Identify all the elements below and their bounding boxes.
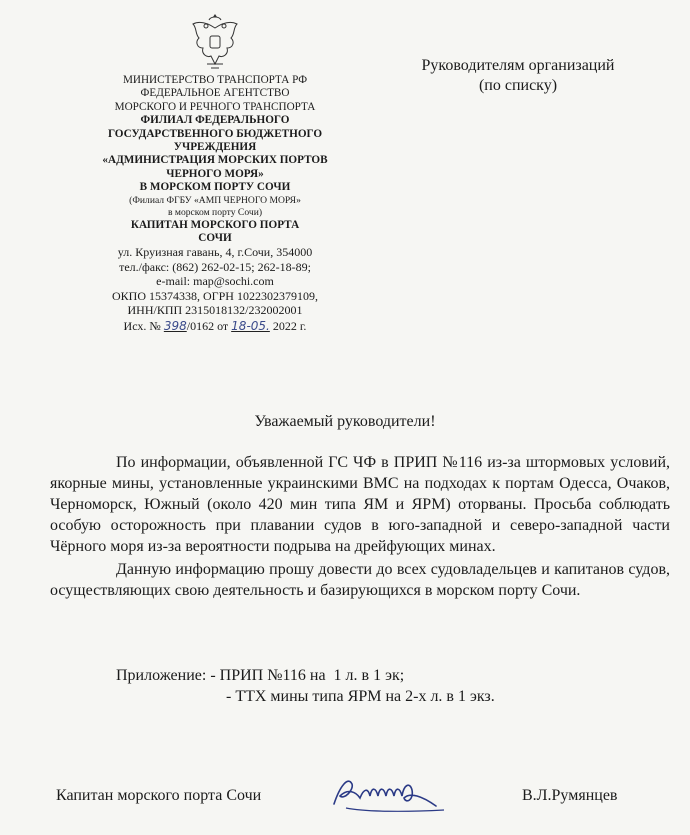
email-line: e-mail: map@sochi.com (156, 274, 274, 289)
salutation: Уважаемый руководители! (254, 413, 436, 430)
phone-line: тел./факс: (862) 262-02-15; 262-18-89; (119, 259, 311, 274)
outgoing-date-handwritten: 18-05. (231, 318, 270, 333)
address-line: ул. Круизная гавань, 4, г.Сочи, 354000 (117, 245, 313, 260)
addressee-line-2: (по списку) (478, 77, 558, 94)
branch-line-1: ФИЛИАЛ ФЕДЕРАЛЬНОГО (140, 114, 290, 127)
branch-line-4: «АДМИНИСТРАЦИЯ МОРСКИХ ПОРТОВ (102, 154, 328, 167)
ministry-name: МИНИСТЕРСТВО ТРАНСПОРТА РФ (122, 74, 308, 86)
branch-short-name-2: в морском порту Сочи) (167, 206, 263, 218)
agency-name-1: ФЕДЕРАЛЬНОЕ АГЕНТСТВО (140, 87, 290, 100)
branch-line-3: УЧРЕЖДЕНИЯ (173, 141, 257, 154)
attachments-line-2: - ТТХ мины типа ЯРМ на 2-х л. в 1 экз. (226, 688, 495, 705)
signatory-title: Капитан морского порта Сочи (56, 787, 262, 804)
branch-short-name-1: (Филиал ФГБУ «АМП ЧЕРНОГО МОРЯ» (129, 194, 301, 206)
inn-line: ИНН/КПП 2315018132/232002001 (127, 303, 303, 318)
body-paragraph-2: Данную информацию прошу довести до всех судовладельцев и капитанов судов, осуществляющих свою деятельность и базирующихся в морском порту Сочи. (50, 561, 670, 599)
outgoing-number-suffix: /0162 от (186, 318, 229, 333)
handwritten-signature-icon (326, 766, 454, 816)
captain-title-1: КАПИТАН МОРСКОГО ПОРТА (130, 218, 300, 231)
addressee-block (398, 56, 638, 96)
outgoing-number-handwritten: 398 (163, 318, 187, 333)
addressee-line-1: Руководителям организаций (421, 57, 615, 74)
attachments-line-1: Приложение: - ПРИП №116 на 1 л. в 1 эк; (116, 667, 405, 684)
branch-line-2: ГОСУДАРСТВЕННОГО БЮДЖЕТНОГО (107, 127, 323, 140)
body-paragraph-1: По информации, объявленной ГС ЧФ в ПРИП №116 из-за штормовых условий, якорные мины, установленные украинскими ВМС на подходах к портам Одесса, Очаков, Черноморск, Южный (около 420 мин типа ЯМ и ЯРМ) оторваны. Просьба соблюдать особую осторожность при плавании судов в юго-западной и северо-западной части Чёрного моря из-за вероятности подрыва на дрейфующих минах. (50, 454, 670, 555)
coat-of-arms-icon (187, 14, 243, 72)
branch-line-6: В МОРСКОМ ПОРТУ СОЧИ (139, 181, 291, 194)
okpo-line: ОКПО 15374338, ОГРН 1022302379109, (112, 288, 318, 303)
letterhead (70, 14, 360, 334)
letter-body (50, 452, 670, 601)
outgoing-prefix: Исх. № (123, 318, 161, 333)
outgoing-year: 2022 г. (272, 318, 307, 333)
signatory-name: В.Л.Румянцев (522, 787, 618, 804)
agency-name-2: МОРСКОГО И РЕЧНОГО ТРАНСПОРТА (114, 100, 316, 113)
outgoing-number (70, 319, 360, 334)
branch-line-5: ЧЕРНОГО МОРЯ» (166, 167, 264, 180)
captain-title-2: СОЧИ (198, 232, 232, 245)
